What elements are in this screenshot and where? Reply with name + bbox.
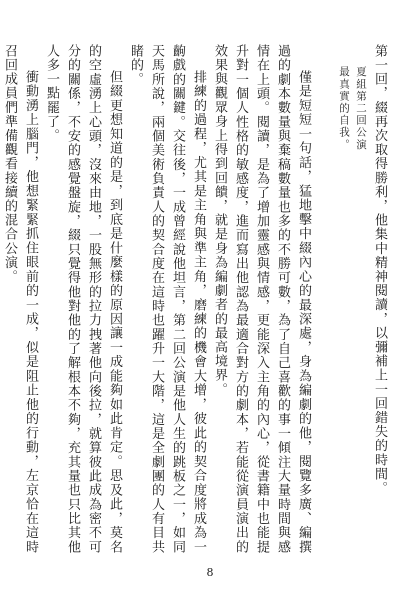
quote-line-2: 最真實的自我。 <box>338 66 350 151</box>
paragraph-4: 衝動湧上腦門，他想緊緊抓住眼前的一成，似是阻止他的行動，左京恰在這時召回成員們準備觀看接續的混合公演。 <box>2 44 38 554</box>
opening-line: 第一回，綴再次取得勝利，他集中精神閱讀，以彌補上一回錯失的時間。 <box>372 44 387 496</box>
quote-line-1: 夏組第二回公演 <box>355 66 367 151</box>
paragraph-1: 僅是短短一句話，猛地擊中綴內心的最深處，身為編劇的他，閱覽多廣、編撰過的劇本數量與棄稿數量也多的不勝可數，為了自己喜歡的事一傾注大量時間與感情在上頭。閱讀，是為了增加靈感與情感，更能深入主角的內心，從書籍中也能提升對一個人性格的敏感度，進而寫出他認為最適合對方的劇本，若能從演員演出的效果與觀眾身上得到回饋，就是身為編劇者的最高境界。 <box>212 44 311 554</box>
vertical-text-block <box>2 44 390 554</box>
paragraph-2: 排練的過程，尤其是主角與準主角，磨練的機會大增，彼此的契合度將成為一齣戲的關鍵。交往後，一成曾經說他坦言，第二回公演是他人生的跳板之一，如同天馬所說，兩個美術負責人的契合度在這時也躍升一大階，這是全劇團的人有目共睹的。 <box>128 44 206 554</box>
paragraph-spacer <box>314 44 335 554</box>
paragraph-3: 但綴更想知道的是，到底是什麼樣的原因讓一成能夠如此肯定。思及此，莫名的空虛湧上心頭，沒來由地，一股無形的拉力拽著他向後拉，就算彼此成為密不可分的關係，不安的感覺盤旋，綴只覺得他對他的了解根本不夠，充其量也只比其他人多一點罷了。 <box>44 44 122 554</box>
page-number: 8 <box>206 566 214 579</box>
